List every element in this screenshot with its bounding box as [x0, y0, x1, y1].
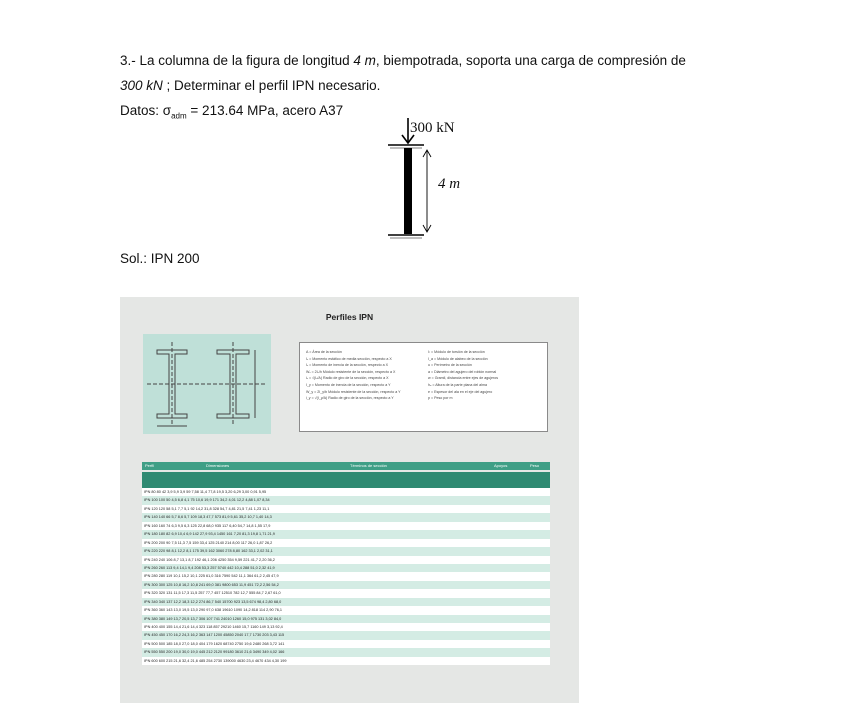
profile-figure [143, 334, 271, 434]
group-header-support: Apoyos [494, 463, 508, 468]
table-row: IPN 340 340 137 12,2 18,3 12,2 274 86,7 540 15700 923 13,5 674 98,4 2,80 68,0 [142, 598, 550, 606]
legend-item: p = Peso por m [428, 396, 453, 401]
table-row: IPN 240 240 106 8,7 13,1 8,7 192 46,1 206 4250 354 9,59 221 41,7 2,20 36,2 [142, 556, 550, 564]
ipn-properties-table [142, 462, 550, 665]
legend-column-right [428, 349, 498, 402]
ipn-profile-drawing [143, 334, 271, 434]
table-row: IPN 320 320 131 11,5 17,3 11,5 257 77,7 457 12510 782 12,7 555 84,7 2,67 61,0 [142, 589, 550, 597]
legend-item: A = Área de la sección [306, 350, 342, 354]
data-value: = 213.64 MPa, acero A37 [186, 103, 344, 118]
column [404, 148, 412, 234]
problem-data [120, 102, 343, 126]
solution: Sol.: IPN 200 [120, 251, 200, 266]
problem-text: 3.- La columna de la figura de longitud [120, 53, 354, 68]
legend-item: Wₓ = 2Iₓ/h Módulo resistente de la sección, respecto a X [306, 369, 396, 374]
table-row: IPN 80 80 42 3,9 5,9 3,9 59 7,58 11,4 77,8 19,5 3,20 6,29 3,00 0,91 5,95 [142, 488, 550, 496]
table-row: IPN 600 600 215 21,6 32,4 21,6 485 254 2730 139000 4630 23,4 4670 434 4,30 199 [142, 657, 550, 665]
ipn-table-card [120, 297, 579, 703]
problem-text: ; Determinar el perfil IPN necesario. [162, 78, 381, 93]
load-label: 300 kN [410, 120, 455, 136]
legend-item: Iₜ = Módulo de torsión de la sección [428, 350, 485, 354]
legend-column-left [306, 349, 401, 402]
legend-item: W_y = 2I_y/b Módulo resistente de la sección, respecto a Y [306, 389, 401, 394]
data-label: Datos: σ [120, 103, 172, 118]
table-row: IPN 300 300 125 10,8 16,2 10,8 241 69,0 381 9800 653 11,9 451 72,2 2,56 54,2 [142, 581, 550, 589]
legend-item: u = Perímetro de la sección [428, 363, 472, 368]
group-header-dims: Dimensiones [206, 463, 230, 468]
table-group-header [142, 462, 550, 470]
table-row: IPN 140 140 66 5,7 8,6 5,7 109 18,3 47,7 573 81,9 5,61 35,2 10,7 1,40 14,3 [142, 513, 550, 521]
table-row: IPN 220 220 98 8,1 12,2 8,1 175 39,5 162 3060 278 8,80 162 33,1 2,02 31,1 [142, 547, 550, 555]
table-row: IPN 280 280 119 10,1 15,2 10,1 225 61,0 316 7590 542 11,1 364 61,2 2,45 47,9 [142, 572, 550, 580]
legend-item: a = Diámetro del agujero del roblón normal [428, 369, 497, 374]
table-row: IPN 360 360 143 13,0 19,5 13,0 290 97,0 638 19610 1090 14,2 818 114 2,90 76,1 [142, 606, 550, 614]
column-header-profile: Perfil [145, 463, 155, 468]
legend-item: Iₓ = Momento de inercia de la sección, respecto a X [306, 363, 388, 368]
table-row: IPN 200 200 90 7,5 11,3 7,5 159 33,4 125 2140 214 8,00 117 26,0 1,87 26,2 [142, 539, 550, 547]
table-row: IPN 550 550 200 19,0 30,0 19,0 445 212 2120 99180 3610 21,6 3490 349 4,02 166 [142, 648, 550, 656]
load-value: 300 kN [120, 78, 163, 93]
legend-item: Iₓ = Momento estático de media sección, respecto a X [306, 356, 392, 361]
table-row: IPN 500 500 185 18,0 27,0 18,0 404 179 1620 68740 2750 19,6 2480 268 3,72 141 [142, 640, 550, 648]
legend-item: I_a = Módulo de alabeo de la sección [428, 356, 488, 361]
table-column-headers [142, 472, 550, 488]
table-row: IPN 450 450 170 16,2 24,3 16,2 363 147 1200 45850 2040 17,7 1730 203 3,43 115 [142, 631, 550, 639]
table-title: Perfiles IPN [325, 312, 374, 322]
data-subscript: adm [171, 111, 187, 121]
table-row: IPN 100 100 50 4,5 6,8 4,1 75 10,6 19,9 171 34,2 4,01 12,2 4,88 1,07 8,34 [142, 496, 550, 504]
group-header-weight: Peso [530, 463, 540, 468]
legend-item: iₓ = √(Iₓ/A) Radio de giro de la sección, respecto a X [306, 376, 389, 381]
table-row: IPN 260 260 113 9,4 14,1 9,4 208 53,3 257 5740 442 10,4 288 51,0 2,32 41,9 [142, 564, 550, 572]
column-diagram [380, 112, 500, 242]
problem-text: , biempotrada, soporta una carga de compresión de [375, 53, 686, 68]
table-row: IPN 400 400 155 14,4 21,6 14,4 323 118 857 29210 1460 15,7 1160 149 3,13 92,4 [142, 623, 550, 631]
problem-line-1 [120, 52, 686, 70]
symbol-legend [299, 342, 548, 432]
legend-item: e = Espesor del ala en el eje del agujero [428, 389, 493, 394]
table-row: IPN 120 120 58 5,1 7,7 5,1 92 14,2 31,8 328 54,7 4,81 21,5 7,41 1,23 11,1 [142, 505, 550, 513]
table-row: IPN 160 160 74 6,3 9,5 6,3 125 22,8 68,0 935 117 6,40 54,7 14,8 1,55 17,9 [142, 522, 550, 530]
group-header-section: Términos de sección [350, 463, 387, 468]
legend-item: hₐ = Altura de la parte plana del alma [428, 382, 487, 387]
length-value: 4 m [353, 53, 376, 68]
length-label: 4 m [438, 176, 461, 192]
table-row: IPN 180 180 82 6,9 10,4 6,9 142 27,9 93,4 1450 161 7,20 81,3 19,8 1,71 21,9 [142, 530, 550, 538]
table-row: IPN 380 380 149 13,7 20,5 13,7 306 107 741 24010 1260 15,0 975 131 3,02 84,0 [142, 615, 550, 623]
legend-item: w = Gramil, distancia entre ejes de agujeros [428, 376, 499, 381]
problem-line-2 [120, 77, 380, 95]
legend-item: i_y = √(I_y/A) Radio de giro de la sección, respecto a Y [306, 396, 394, 401]
legend-item: I_y = Momento de inercia de la sección, respecto a Y [306, 382, 391, 387]
